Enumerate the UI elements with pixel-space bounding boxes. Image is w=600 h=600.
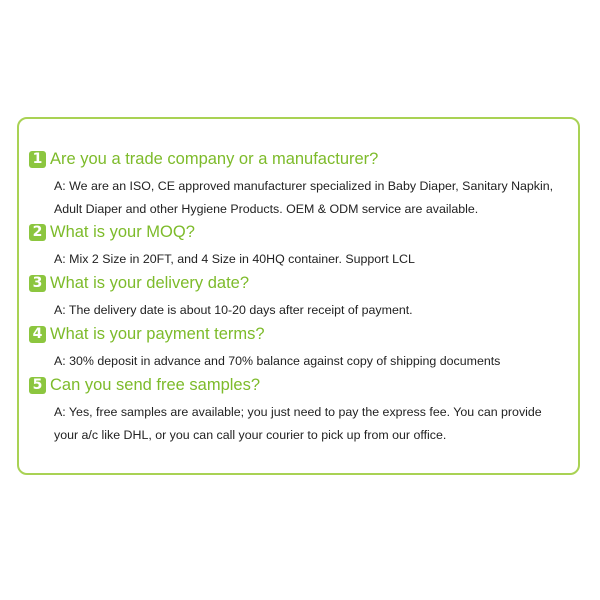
number-3-icon: 3 xyxy=(29,275,46,292)
question-text: What is your delivery date? xyxy=(50,273,250,292)
question-row xyxy=(29,220,574,244)
question-row xyxy=(29,373,574,397)
faq-item-2 xyxy=(29,220,574,271)
answer-text xyxy=(54,299,574,322)
answer-line: A: The delivery date is about 10-20 days after receipt of payment. xyxy=(54,303,413,317)
question-row xyxy=(29,147,574,171)
answer-line: A: We are an ISO, CE approved manufacturer specialized in Baby Diaper, Sanitary Napkin, xyxy=(54,179,554,193)
number-1-icon: 1 xyxy=(29,151,46,168)
faq-item-3 xyxy=(29,271,574,322)
faq-item-5 xyxy=(29,373,574,447)
question-text: Are you a trade company or a manufacturer? xyxy=(50,149,379,168)
answer-line: A: Yes, free samples are available; you just need to pay the express fee. You can provide xyxy=(54,405,542,419)
faq-item-1 xyxy=(29,147,574,221)
number-4-icon: 4 xyxy=(29,326,46,343)
answer-text xyxy=(54,401,574,447)
faq-item-4 xyxy=(29,322,574,373)
answer-line: your a/c like DHL, or you can call your courier to pick up from our office. xyxy=(54,428,447,442)
answer-text xyxy=(54,350,574,373)
faq-card xyxy=(17,117,580,475)
number-5-icon: 5 xyxy=(29,377,46,394)
number-2-icon: 2 xyxy=(29,224,46,241)
question-text: What is your MOQ? xyxy=(50,222,195,241)
answer-text xyxy=(54,248,574,271)
question-row xyxy=(29,322,574,346)
question-row xyxy=(29,271,574,295)
answer-text xyxy=(54,175,574,221)
question-text: What is your payment terms? xyxy=(50,324,265,343)
answer-line: A: Mix 2 Size in 20FT, and 4 Size in 40HQ container. Support LCL xyxy=(54,252,415,266)
answer-line: A: 30% deposit in advance and 70% balance against copy of shipping documents xyxy=(54,354,501,368)
question-text: Can you send free samples? xyxy=(50,375,261,394)
answer-line: Adult Diaper and other Hygiene Products. OEM & ODM service are available. xyxy=(54,202,479,216)
